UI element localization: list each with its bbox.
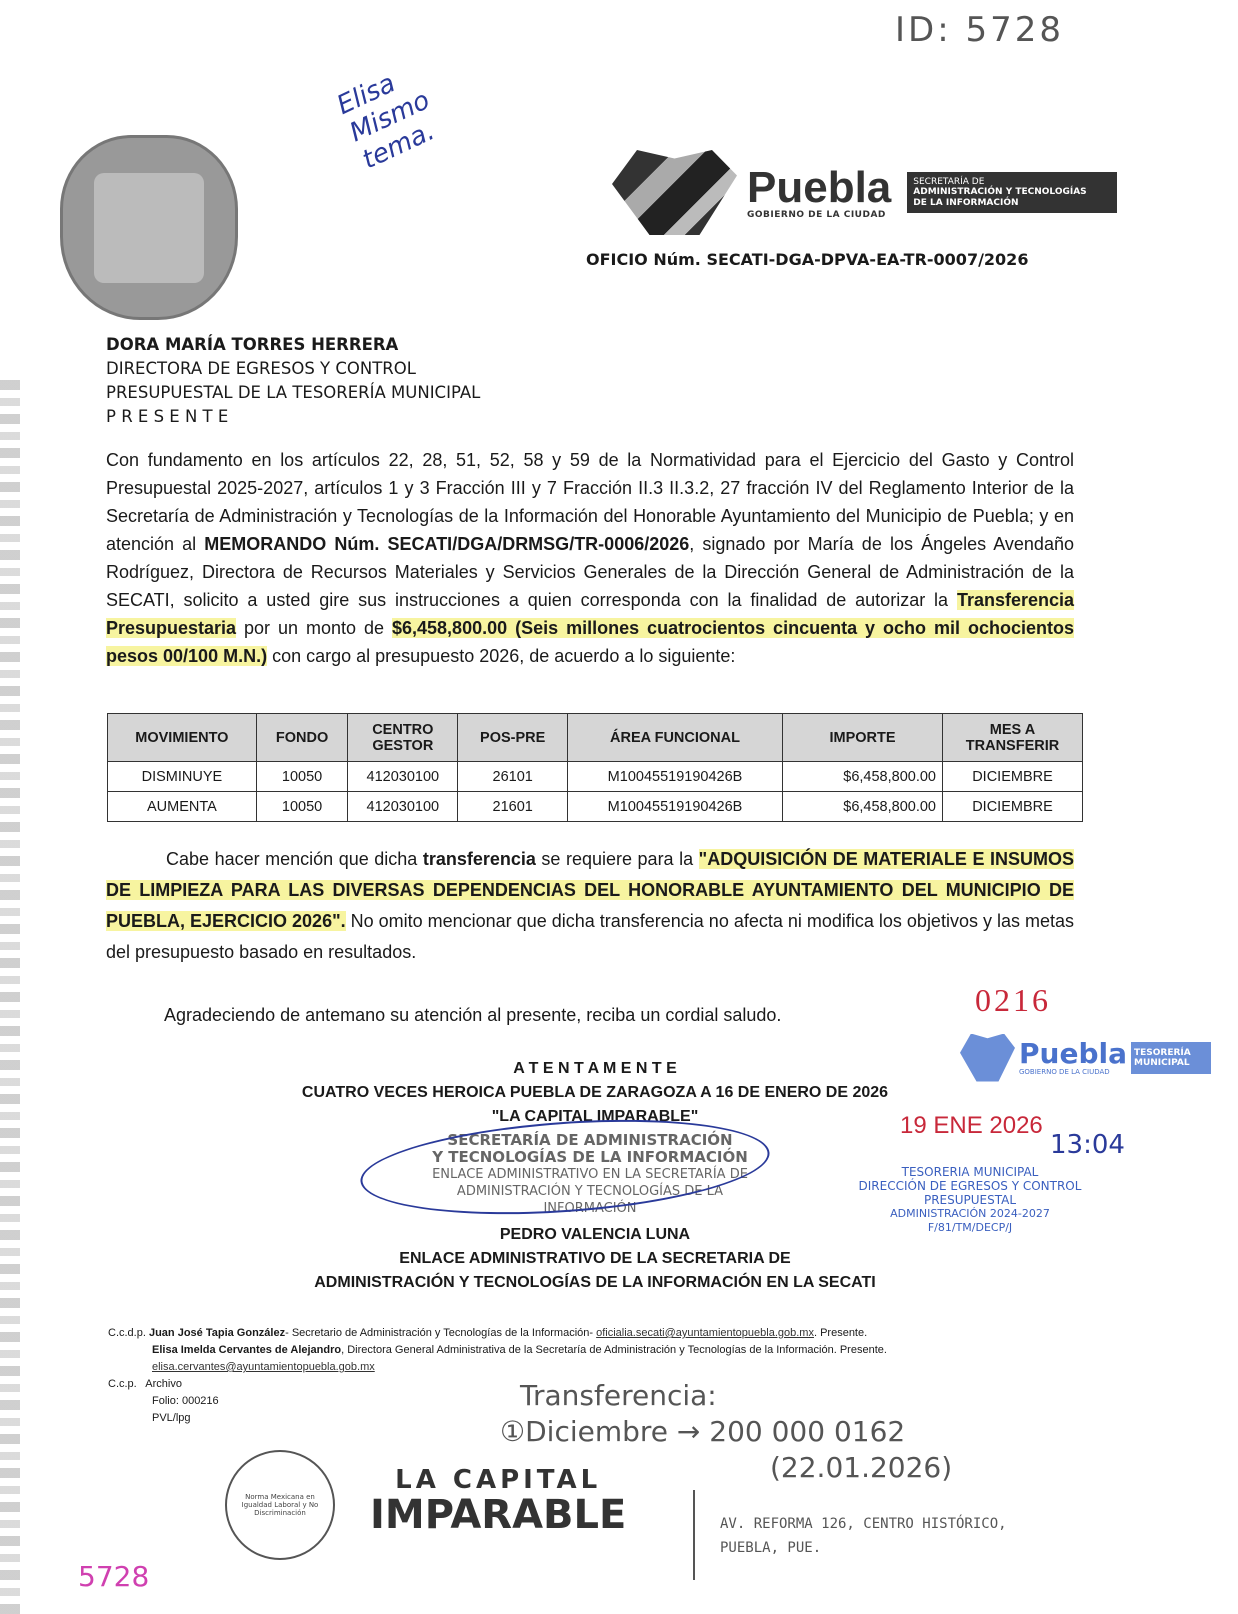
recipient-title: PRESUPUESTAL DE LA TESORERÍA MUNICIPAL [106,383,481,402]
cell: DISMINUYE [108,762,257,792]
tesoreria-stamp-logo: Puebla GOBIERNO DE LA CIUDAD TESORERÍA MUNICIPAL [960,1030,1232,1085]
recipient-title: DIRECTORA DE EGRESOS Y CONTROL [106,359,416,378]
logo-word: Puebla [747,162,892,212]
oficio-number: OFICIO Núm. SECATI-DGA-DPVA-EA-TR-0007/2026 [586,250,1029,269]
cell: 21601 [458,792,568,822]
signature-block [200,1057,990,1129]
puebla-logo [612,150,1117,235]
body-paragraph-2: Cabe hacer mención que dicha transferencia se requiere para la "ADQUISICIÓN DE MATERIALE E INSUMOS DE LIMPIEZA PARA LAS DIVERSAS DEPENDENCIAS DEL HONORABLE AYUNTAMIENTO DEL MUNICIPIO DE PUEBLA, EJERCICIO 2026". No omito mencionar que dicha transferencia no afecta ni modifica los objetivos y las metas del presupuesto basado en resultados. [106,849,1075,962]
decorative-border [0,380,50,1614]
recipient-name: DORA MARÍA TORRES HERRERA [106,335,399,354]
cell: 412030100 [348,762,458,792]
received-date: 19 ENE 2026 [900,1112,1043,1139]
recipient [106,333,480,429]
presente: P R E S E N T E [106,407,229,426]
logo-sub: GOBIERNO DE LA CIUDAD [747,209,886,220]
cell: $6,458,800.00 [783,762,943,792]
signer-name: PEDRO VALENCIA LUNA [499,1226,691,1243]
email-link[interactable]: elisa.cervantes@ayuntamientopuebla.gob.mx [152,1361,375,1373]
municipal-seal [60,135,238,320]
signer-title: ENLACE ADMINISTRATIVO DE LA SECRETARIA DE [399,1250,791,1267]
signer-title: ADMINISTRACIÓN Y TECNOLOGÍAS DE LA INFORMACIÓN EN LA SECATI [314,1274,876,1291]
cell: 10050 [256,762,348,792]
tesoreria-stamp: TESORERIA MUNICIPAL DIRECCIÓN DE EGRESOS Y CONTROL PRESUPUESTAL ADMINISTRACIÓN 2024-2027 F/81/TM/DECP/J [858,1165,1082,1234]
cell: 26101 [458,762,568,792]
cell: DICIEMBRE [943,762,1083,792]
body-paragraph-1: Con fundamento en los artículos 22, 28, 51, 52, 58 y 59 de la Normatividad para el Ejercicio del Gasto y Control Presupuestal 2025-2027, artículos 1 y 3 Fracción III y 7 Fracción II.3 II.3.2, 27 fracción IV del Reglamento Interior de la Secretaría de Administración y Tecnologías de la Información del Honorable Ayuntamiento del Municipio de Puebla; y en atención al MEMORANDO Núm. SECATI/DGA/DRMSG/TR-0006/2026, signado por María de los Ángeles Avendaño Rodríguez, Directora de Recursos Materiales y Servicios Generales de la Dirección General de Administración de la SECATI, solicito a usted gire sus instrucciones a quien corresponda con la finalidad de autorizar la Transferencia Presupuestaria por un monto de $6,458,800.00 (Seis millones cuatrocientos cincuenta y ocho mil ochocientos pesos 00/100 M.N.) con cargo al presupuesto 2026, de acuerdo a lo siguiente: [106,450,1074,666]
secretaria-stamp: SECRETARÍA DE ADMINISTRACIÓN Y TECNOLOGÍAS DE LA INFORMACIÓN ENLACE ADMINISTRATIVO EN LA SECRETARÍA DE ADMINISTRACIÓN Y TECNOLOGÍAS DE LA INFORMACIÓN [432,1131,748,1216]
logo-art-icon [612,150,737,235]
handwritten-id: ID: 5728 [895,10,1064,50]
atentamente: A T E N T A M E N T E [513,1060,677,1077]
cell: DICIEMBRE [943,792,1083,822]
secretaria-label: SECRETARÍA DE ADMINISTRACIÓN Y TECNOLOGÍAS DE LA INFORMACIÓN [907,172,1117,213]
cell: 10050 [256,792,348,822]
cell: M10045519190426B [568,792,783,822]
slogan: "LA CAPITAL IMPARABLE" [491,1108,699,1125]
cc-list: C.c.d.p. Juan José Tapia González- Secretario de Administración y Tecnologías de la Información- oficialia.secati@ayuntamientopuebla.gob.mx. Presente. Elisa Imelda Cervantes de Alejandro, Directora General Administrativa de la Secretaría de Administración y Tecnologías de la Información. Presente. elisa.cervantes@ayuntamientopuebla.gob.mx C.c.p. Archivo Folio: 000216 PVL/lpg [108,1327,887,1424]
footer-address: AV. REFORMA 126, CENTRO HISTÓRICO, PUEBLA, PUE. [720,1516,1007,1556]
col-header: MOVIMIENTO [108,714,257,762]
col-header: POS-PRE [458,714,568,762]
handwritten-number: 5728 [78,1560,150,1593]
col-header: IMPORTE [783,714,943,762]
handwritten-transfer-note: Transferencia: ①Diciembre → 200 000 0162 (22.01.2026) [500,1379,953,1484]
cell: M10045519190426B [568,762,783,792]
col-header: ÁREA FUNCIONAL [568,714,783,762]
capital-imparable-logo: LA CAPITAL IMPARABLE [370,1465,627,1538]
folio-stamp: 0216 [975,982,1051,1018]
email-link[interactable]: oficialia.secati@ayuntamientopuebla.gob.mx [596,1327,814,1339]
closing: Agradeciendo de antemano su atención al presente, reciba un cordial saludo. [164,1005,782,1025]
col-header: FONDO [256,714,348,762]
place-date: CUATRO VECES HEROICA PUEBLA DE ZARAGOZA A 16 DE ENERO DE 2026 [301,1084,889,1101]
received-time: 13:04 [1050,1130,1125,1160]
handwritten-note: Elisa Mismo tema. [332,68,440,176]
norma-seal: Norma Mexicana en Igualdad Laboral y No Discriminación [225,1450,335,1560]
stamp-logo-art-icon [960,1034,1015,1082]
cell: AUMENTA [108,792,257,822]
transfer-table [107,713,1083,822]
footer-divider [693,1490,695,1580]
col-header: CENTRO GESTOR [348,714,458,762]
table-row [108,762,1083,792]
cell: 412030100 [348,792,458,822]
table-row [108,792,1083,822]
col-header: MES A TRANSFERIR [943,714,1083,762]
cell: $6,458,800.00 [783,792,943,822]
